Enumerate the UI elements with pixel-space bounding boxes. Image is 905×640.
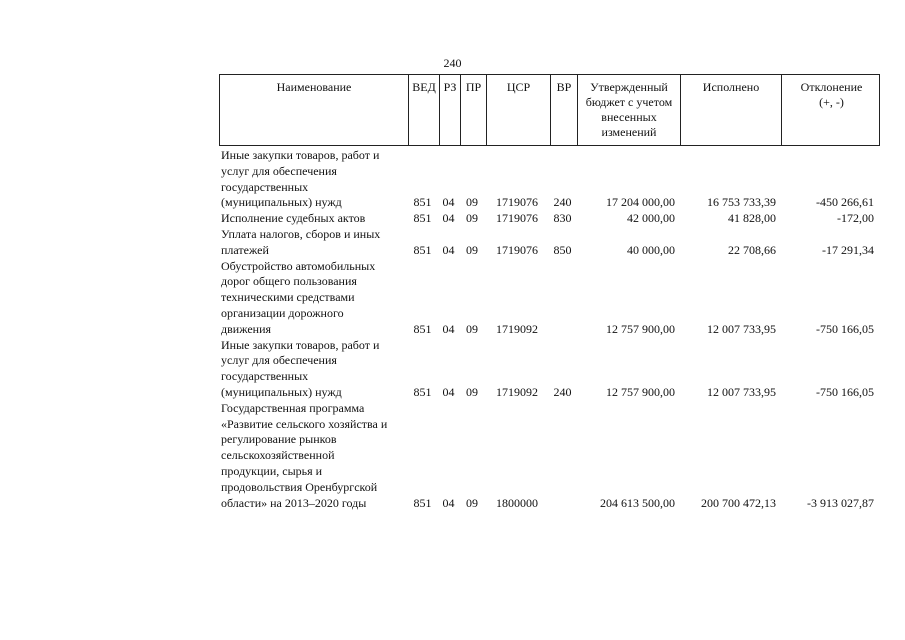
row-ved: 851 (413, 321, 432, 336)
header-done: Исполнено (680, 75, 781, 145)
row-ved: 851 (413, 495, 432, 510)
header-pr: ПР (460, 75, 486, 145)
table-row (219, 338, 880, 401)
row-budget: 40 000,00 (627, 242, 675, 257)
row-pr: 09 (466, 321, 478, 336)
page-number: 240 (443, 56, 462, 70)
row-budget: 12 757 900,00 (606, 321, 675, 336)
header-name: Наименование (276, 80, 352, 94)
row-rz: 04 (442, 195, 455, 210)
row-done: 16 753 733,39 (707, 195, 776, 210)
row-pr: 09 (466, 195, 478, 210)
row-pr: 09 (466, 495, 478, 510)
row-ved: 851 (413, 195, 432, 210)
header-deviation: Отклонение (+, -) (781, 75, 881, 145)
table-header (219, 74, 880, 146)
row-ved: 851 (413, 211, 432, 226)
row-csr: 1719076 (496, 211, 538, 226)
row-name: Обустройство автомобильных дорог общего пользования техническими средствами организации дорожного движения (221, 258, 376, 336)
row-rz: 04 (442, 242, 455, 257)
row-vr: 240 (553, 384, 572, 399)
header-ved: ВЕД (408, 75, 439, 145)
row-vr: 850 (553, 242, 572, 257)
row-csr: 1800000 (496, 495, 538, 510)
row-done: 41 828,00 (728, 211, 776, 226)
row-budget: 204 613 500,00 (600, 495, 675, 510)
header-budget: Утвержденный бюджет с учетом внесенных изменений (577, 75, 680, 145)
row-pr: 09 (466, 384, 478, 399)
header-csr: ЦСР (486, 75, 550, 145)
row-budget: 42 000,00 (627, 211, 675, 226)
header-vr: ВР (550, 75, 577, 145)
row-deviation: -450 266,61 (816, 195, 874, 210)
row-budget: 17 204 000,00 (606, 195, 675, 210)
row-pr: 09 (466, 242, 478, 257)
row-done: 12 007 733,95 (707, 384, 776, 399)
row-csr: 1719076 (496, 242, 538, 257)
table-row (219, 259, 880, 338)
row-rz: 04 (442, 321, 455, 336)
table-row (219, 211, 880, 227)
row-ved: 851 (413, 242, 432, 257)
row-deviation: -750 166,05 (816, 384, 874, 399)
row-deviation: -17 291,34 (822, 242, 874, 257)
table-row (219, 148, 880, 211)
row-rz: 04 (442, 495, 455, 510)
row-vr: 240 (553, 195, 572, 210)
row-done: 12 007 733,95 (707, 321, 776, 336)
row-deviation: -3 913 027,87 (807, 495, 874, 510)
row-name: Иные закупки товаров, работ и услуг для обеспечения государственных (муниципальных) нужд (221, 337, 380, 399)
row-rz: 04 (442, 384, 455, 399)
row-done: 200 700 472,13 (701, 495, 776, 510)
row-csr: 1719076 (496, 195, 538, 210)
table-body (219, 148, 880, 511)
row-rz: 04 (442, 211, 455, 226)
row-vr: 830 (553, 211, 572, 226)
header-rz: РЗ (439, 75, 460, 145)
row-csr: 1719092 (496, 321, 538, 336)
row-name: Иные закупки товаров, работ и услуг для обеспечения государственных (муниципальных) нужд (221, 148, 380, 210)
row-name: Исполнение судебных актов (221, 211, 366, 226)
row-name: Уплата налогов, сборов и иных платежей (221, 226, 381, 257)
row-csr: 1719092 (496, 384, 538, 399)
row-pr: 09 (466, 211, 478, 226)
row-name: Государственная программа «Развитие сельского хозяйства и регулирование рынков сельскохозяйственной продукции, сырья и продовольствия Оренбургской области» на 2013–2020 годы (221, 400, 388, 510)
row-budget: 12 757 900,00 (606, 384, 675, 399)
row-done: 22 708,66 (728, 242, 776, 257)
row-deviation: -750 166,05 (816, 321, 874, 336)
table-row (219, 227, 880, 259)
table-row (219, 401, 880, 512)
row-deviation: -172,00 (837, 211, 874, 226)
row-ved: 851 (413, 384, 432, 399)
